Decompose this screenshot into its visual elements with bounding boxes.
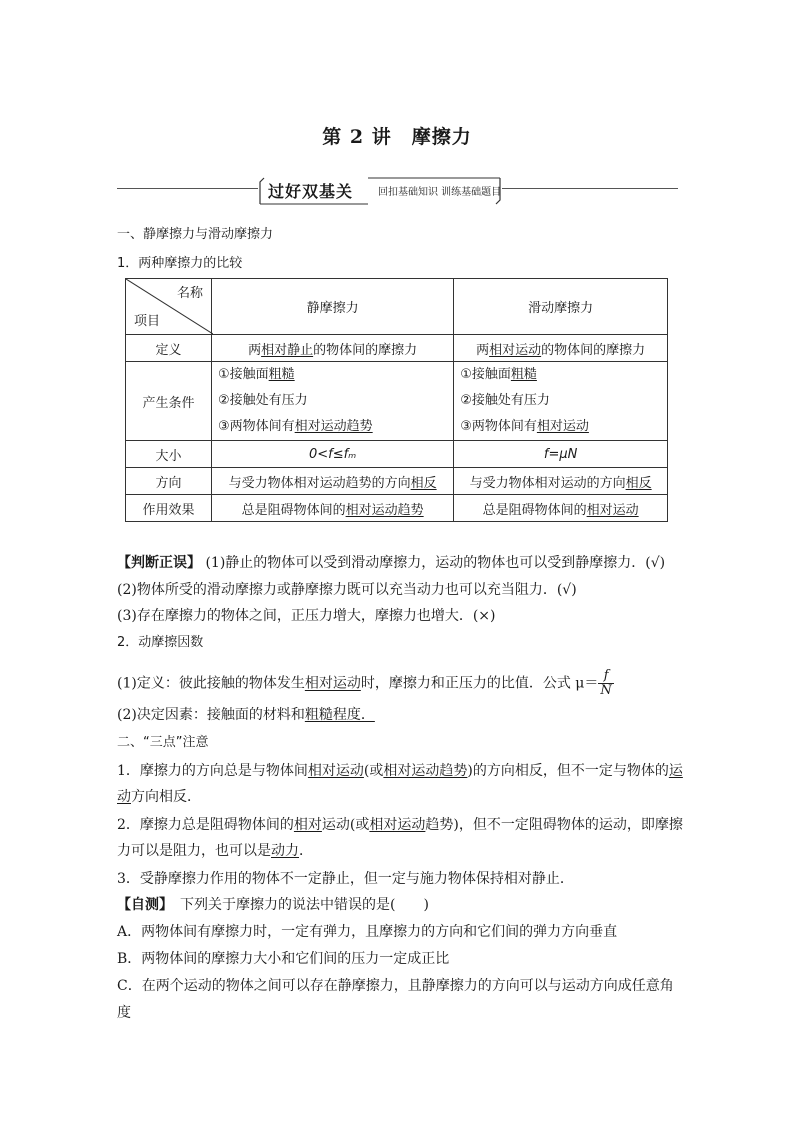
formula-numerator: f (598, 669, 613, 684)
banner-subtitle: 回扣基础知识 训练基础题目 (378, 187, 502, 198)
note-1-line-1 (117, 761, 683, 781)
judge-item-2: (2)物体所受的滑动摩擦力或静摩擦力既可以充当动力也可以充当阻力．(√) (117, 582, 577, 598)
note-text: 力可以是阻力，也可以是 (117, 843, 271, 859)
note-key-term: 相对 (293, 817, 322, 833)
cell-key-term: 相反 (625, 475, 652, 491)
cell-key-term: 相对静止 (261, 342, 314, 358)
condition-line (218, 362, 447, 388)
cell-key-term: 相对运动 (536, 419, 589, 434)
corner-bottom-label: 项目 (134, 314, 161, 329)
cell-text: 两 (476, 342, 490, 358)
cell-key-term: 相反 (410, 475, 437, 491)
cell-key-term: 粗糙 (268, 367, 295, 382)
section-banner (258, 176, 502, 206)
note-key-term: 运 (668, 763, 683, 779)
table-corner-cell (126, 279, 212, 335)
definition-text: (1)定义：彼此接触的物体发生 (117, 675, 305, 692)
note-text: (或 (363, 763, 384, 779)
note-key-term: 动力 (271, 843, 299, 859)
condition-line: ②接触处有压力 (218, 393, 308, 408)
cell-text: ①接触面 (460, 367, 511, 382)
cell-text: 与受力物体相对运动的方向 (469, 475, 626, 491)
condition-line: ②接触处有压力 (460, 393, 550, 408)
row-label: 作用效果 (126, 495, 212, 522)
cell-key-term: 相对运动 (586, 502, 639, 518)
row-label: 大小 (126, 441, 212, 468)
cell-key-term: 相对运动趋势 (294, 419, 373, 434)
table-cell (454, 495, 668, 522)
cell-text: 的物体间的摩擦力 (541, 342, 646, 358)
option-c-line-1: C．在两个运动的物体之间可以存在静摩擦力，且静摩擦力的方向可以与运动方向成任意角 (117, 978, 674, 994)
corner-top-label: 名称 (176, 286, 203, 301)
table-cell (212, 362, 454, 441)
table-row-effect (126, 495, 668, 522)
column-header-sliding: 滑动摩擦力 (454, 279, 668, 335)
column-header-static: 静摩擦力 (212, 279, 454, 335)
question-text: 下列关于摩擦力的说法中错误的是( ) (180, 897, 429, 913)
table-cell (212, 468, 454, 495)
note-text: 运动(或 (321, 817, 370, 833)
note-1-line-2 (117, 787, 683, 807)
banner-rule-right (502, 188, 678, 189)
cell-key-term: 粗糙 (510, 367, 537, 382)
coefficient-definition (117, 669, 683, 698)
subheading-coefficient: 2．动摩擦因数 (117, 635, 204, 650)
judge-text: (1)静止的物体可以受到滑动摩擦力，运动的物体也可以受到静摩擦力．(√) (205, 555, 666, 571)
friction-comparison-table (125, 278, 668, 522)
section1-heading: 一、静摩擦力与滑动摩擦力 (117, 227, 274, 242)
condition-line (218, 414, 447, 440)
note-text: 1．摩擦力的方向总是与物体间 (117, 763, 308, 779)
formula-fraction (598, 669, 613, 698)
condition-line (460, 414, 661, 440)
self-test-question (117, 895, 683, 915)
note-text: 趋势)，但不一定阻碍物体的运动，即摩擦 (425, 817, 683, 833)
table-cell (454, 468, 668, 495)
cell-text: 总是阻碍物体间的 (241, 502, 346, 518)
cell-text: 两 (248, 342, 262, 358)
condition-line (460, 362, 661, 388)
table-row-condition (126, 362, 668, 441)
table-cell (212, 335, 454, 362)
note-key-term: 相对运动 (369, 817, 426, 833)
table-cell (454, 362, 668, 441)
judge-item-1 (117, 553, 683, 573)
option-b: B．两物体间的摩擦力大小和它们间的压力一定成正比 (117, 951, 450, 967)
table-row-direction (126, 468, 668, 495)
table-cell: 0<f≤fₘ (212, 441, 454, 468)
table-row-magnitude (126, 441, 668, 468)
judge-item-3: (3)存在摩擦力的物体之间，正压力增大，摩擦力也增大．(×) (117, 608, 496, 624)
cell-text: 总是阻碍物体间的 (482, 502, 587, 518)
banner-title: 过好双基关 (268, 182, 354, 201)
option-a: A．两物体间有摩擦力时，一定有弹力，且摩擦力的方向和它们间的弹力方向垂直 (117, 924, 618, 940)
table-cell: f=μN (454, 441, 668, 468)
row-label: 定义 (126, 335, 212, 362)
cell-text: 的物体间的摩擦力 (313, 342, 418, 358)
self-test-tag: 【自测】 (117, 897, 166, 913)
cell-text: ①接触面 (218, 367, 269, 382)
cell-key-term: 相对运动 (489, 342, 542, 358)
definition-text: 时，摩擦力和正压力的比值．公式 μ＝ (360, 675, 599, 692)
page-title: 第 2 讲 摩擦力 (322, 126, 472, 148)
subheading-comparison: 1．两种摩擦力的比较 (117, 256, 243, 271)
table-cell (212, 495, 454, 522)
table-header-row (126, 279, 668, 335)
note-text: ． (299, 843, 313, 859)
option-c-line-2: 度 (117, 1005, 131, 1021)
factor-text: (2)决定因素：接触面的材料和 (117, 707, 305, 723)
coefficient-factor (117, 705, 683, 725)
note-text: 方向相反． (131, 789, 201, 805)
cell-text: ③两物体间有 (218, 419, 295, 434)
judge-tag: 【判断正误】 (117, 555, 201, 571)
note-2-line-1 (117, 815, 683, 835)
table-cell (454, 335, 668, 362)
definition-key-term: 相对运动 (304, 675, 361, 692)
row-label: 产生条件 (126, 362, 212, 441)
note-key-term: 动 (117, 789, 131, 805)
note-2-line-2 (117, 841, 683, 861)
note-key-term: 相对运动 (307, 763, 364, 779)
cell-text: 与受力物体相对运动趋势的方向 (228, 475, 411, 491)
formula-denominator: N (600, 683, 612, 698)
note-text: )的方向相反，但不一定与物体的 (467, 763, 669, 779)
note-text: 2．摩擦力总是阻碍物体间的 (117, 817, 294, 833)
cell-key-term: 相对运动趋势 (345, 502, 424, 518)
factor-key-term: 粗糙程度． (304, 707, 375, 723)
row-label: 方向 (126, 468, 212, 495)
note-3: 3．受静摩擦力作用的物体不一定静止，但一定与施力物体保持相对静止． (117, 871, 574, 887)
note-key-term: 相对运动趋势 (383, 763, 468, 779)
section2-heading: 二、“三点”注意 (117, 735, 209, 750)
table-row-definition (126, 335, 668, 362)
cell-text: ③两物体间有 (460, 419, 537, 434)
banner-rule-left (117, 188, 258, 189)
